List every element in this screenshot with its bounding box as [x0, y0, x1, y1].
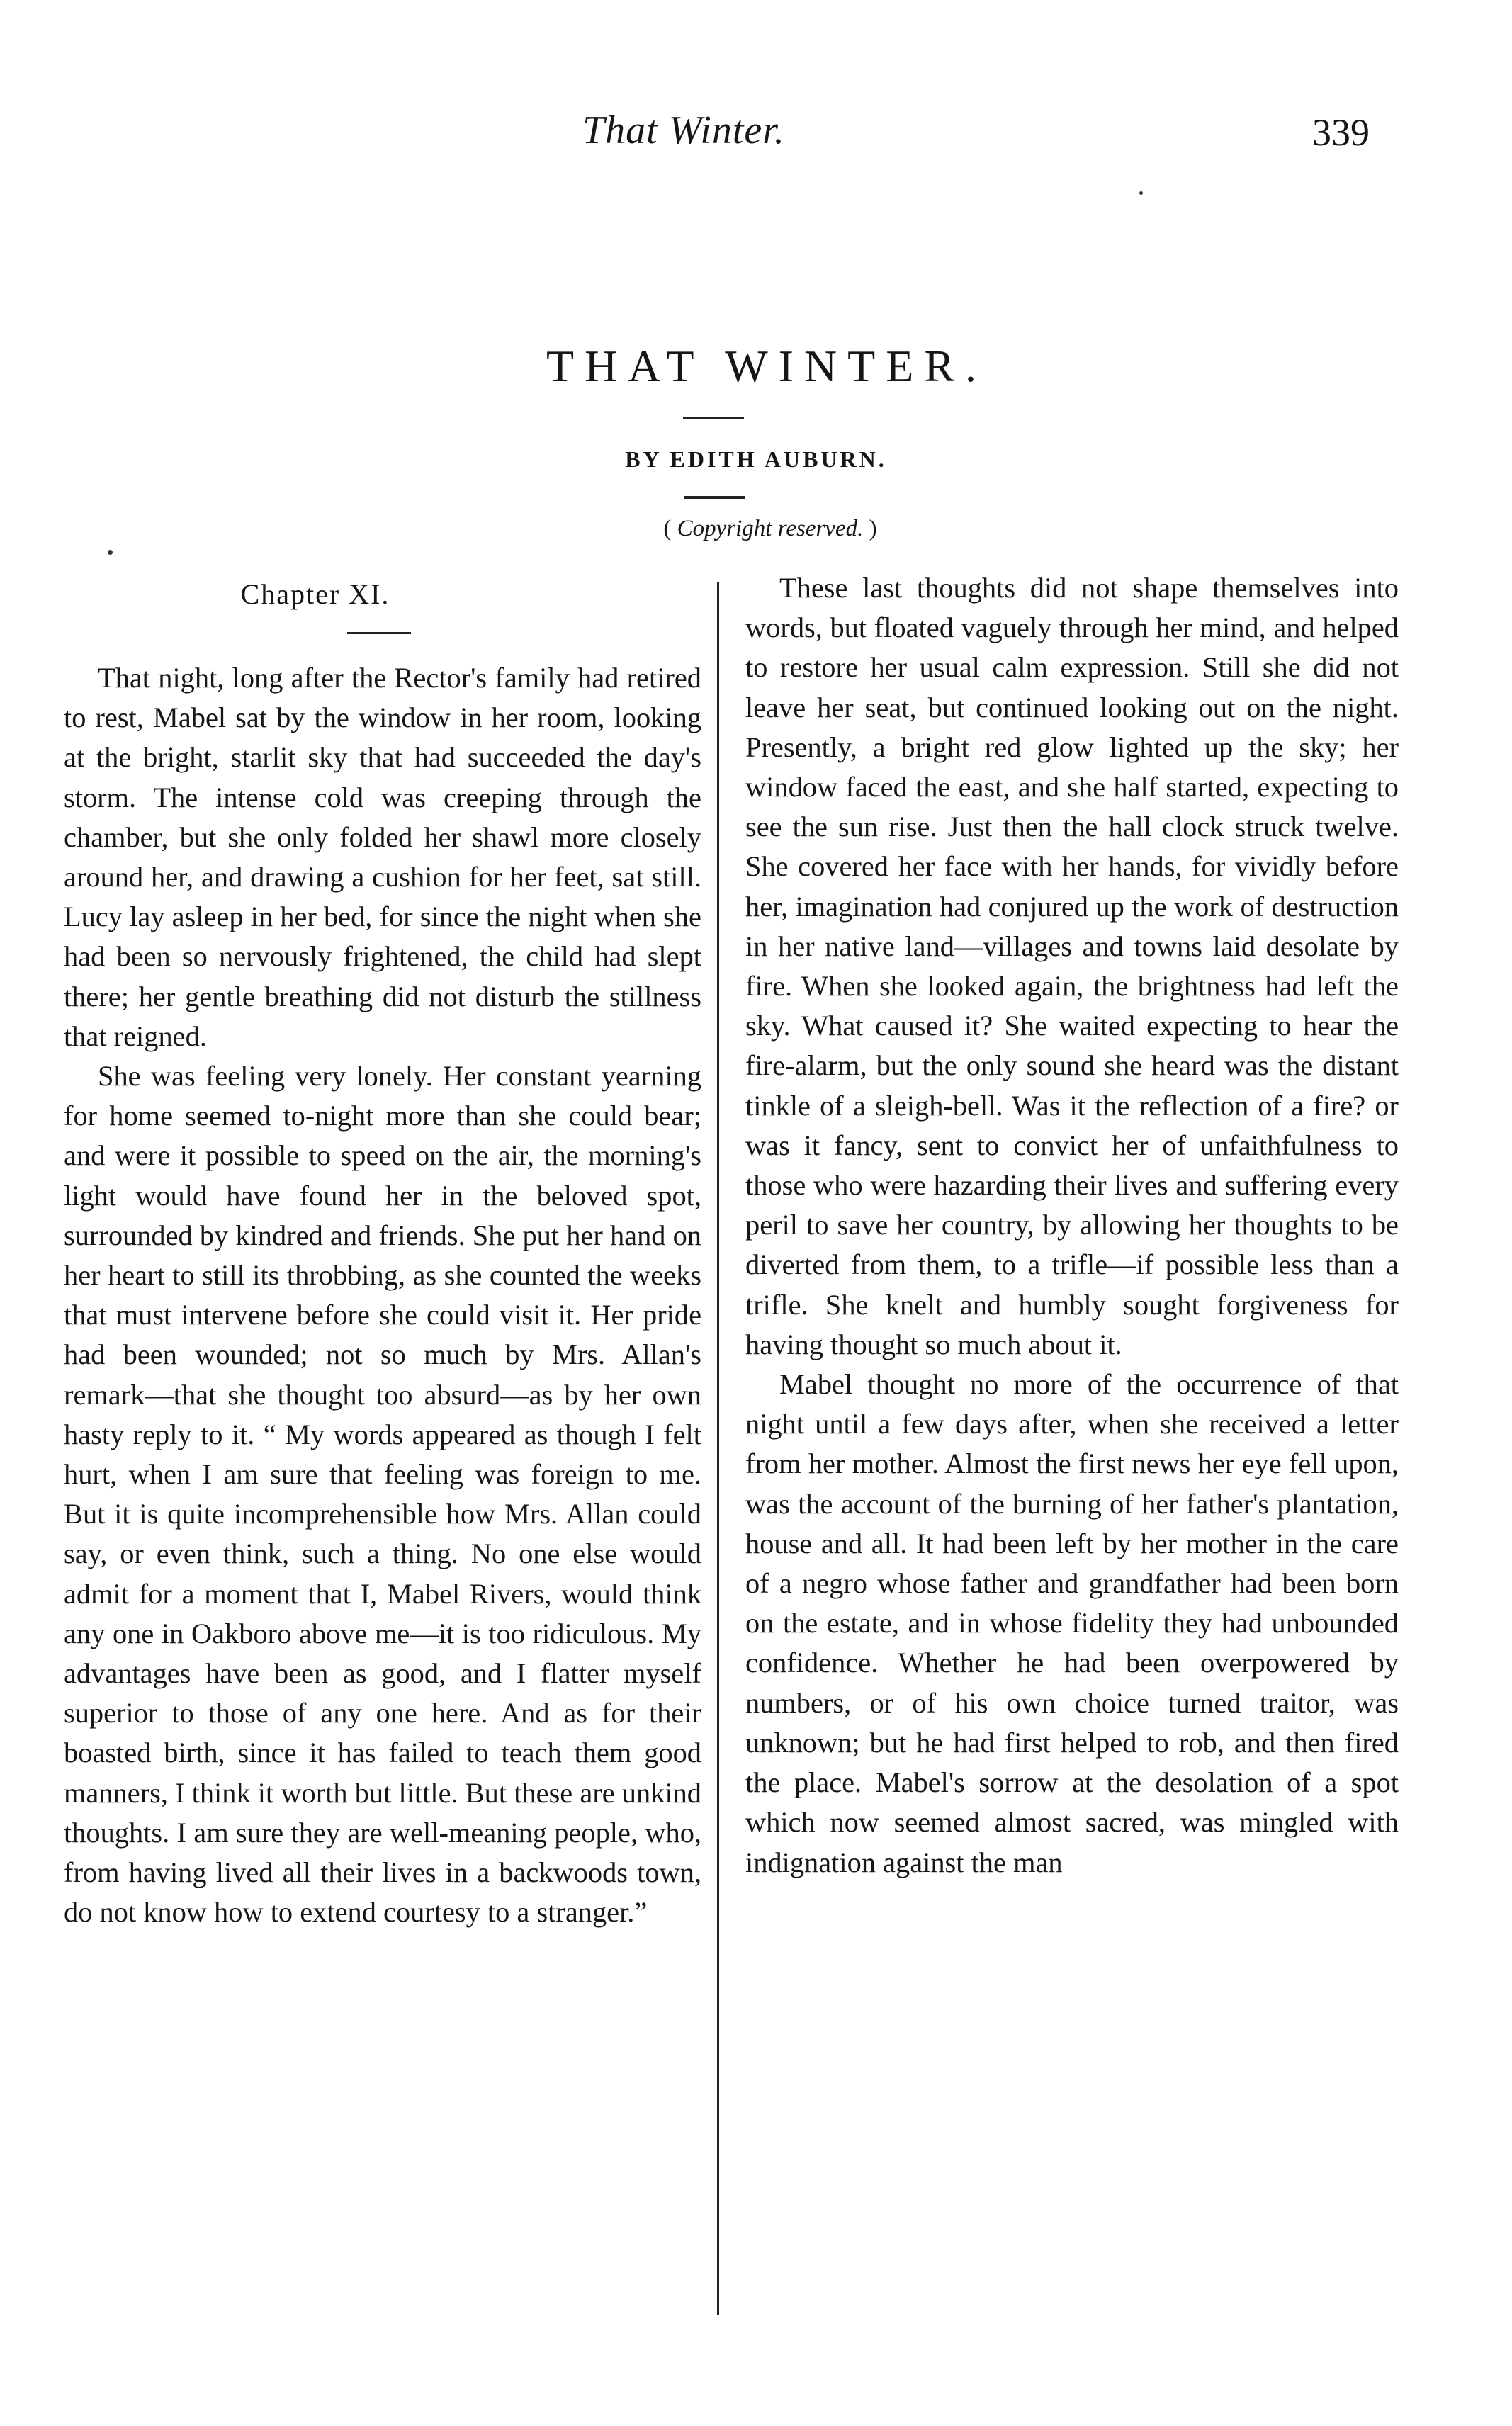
paragraph: That night, long after the Rector's family had retired to rest, Mabel sat by the window in her room, looking at the bright, starlit sky that had succeeded the day's storm. The intense cold was creeping through the chamber, but she only folded her shawl more closely around her, and drawing a cushion for her feet, sat still. Lucy lay asleep in her bed, for since the night when she had been so nervously frightened, the child had slept there; her gentle breathing did not disturb the stillness that reigned.	[64, 662, 701, 1052]
paragraph: Mabel thought no more of the occurrence of that night until a few days after, when she received a letter from her mother. Almost the first news her eye fell upon, was the account of the burning of her father's plantation, house and all. It had been left by her mother in the care of a negro whose father and grandfather had been born on the estate, and in whose fidelity they had unbounded confidence. Whether he had been overpowered by numbers, or of his own choice turned traitor, was unknown; but he had first helped to rob, and then fired the place. Mabel's sorrow at the desolation of a spot which now seemed almost sacred, was mingled with indignation against the man	[745, 1368, 1399, 1878]
copyright-open-paren: (	[663, 516, 672, 541]
article-title: THAT WINTER.	[546, 341, 988, 391]
byline-rule	[684, 496, 745, 499]
running-head	[0, 108, 1512, 171]
ink-speck	[1139, 191, 1143, 195]
chapter-heading: Chapter XI.	[240, 578, 390, 610]
paragraph: She was feeling very lonely. Her constant yearning for home seemed to-night more than she could bear; and were it possible to speed on the air, the morning's light would have found her in the beloved spot, surrounded by kindred and friends. She put her hand on her heart to still its throbbing, as she counted the weeks that must intervene before she could visit it. Her pride had been wounded; not so much by Mrs. Allan's remark—that she thought too absurd—as by her own hasty reply to it. “ My words appeared as though I felt hurt, when I am sure that feeling was foreign to me. But it is quite incomprehensible how Mrs. Allan could say, or even think, such a thing. No one else would admit for a moment that I, Mabel Rivers, would think any one in Oakboro above me—it is too ridiculous. My advantages have been as good, and I flatter myself superior to those of any one here. And as for their boasted birth, since it has failed to teach them good manners, I think it worth but little. But these are unkind thoughts. I am sure they are well-meaning people, who, from having lived all their lives in a backwoods town, do not know how to extend courtesy to a stranger.”	[64, 1060, 701, 1929]
copyright-close-paren: )	[869, 516, 877, 541]
title-rule	[683, 417, 744, 419]
article-byline: BY EDITH AUBURN.	[625, 446, 887, 472]
column-divider	[717, 582, 719, 2315]
left-column	[64, 568, 701, 1933]
paragraph: These last thoughts did not shape themselves into words, but floated vaguely through her mind, and helped to restore her usual calm expression. Still she did not leave her seat, but continued looking out on the night. Presently, a bright red glow lighted up the sky; her window faced the east, and she half started, expecting to see the sun rise. Just then the hall clock struck twelve. She covered her face with her hands, for vividly before her, imagination had conjured up the work of destruction in her native land—villages and towns laid desolate by fire. When she looked again, the brightness had left the sky. What caused it? She waited expecting to hear the fire-alarm, but the only sound she heard was the distant tinkle of a sleigh-bell. Was it the reflection of a fire? or was it fancy, sent to convict her of unfaithfulness to those who were hazarding their lives and suffering every peril to save her country, by allowing her thoughts to be diverted from them, to a trifle—if possible less than a trifle. She knelt and humbly sought forgiveness for having thought so much about it.	[745, 572, 1399, 1360]
ink-speck	[108, 550, 113, 555]
running-title: That Winter.	[582, 108, 785, 152]
page-number: 339	[1312, 111, 1370, 154]
copyright-text: Copyright reserved.	[677, 516, 864, 541]
copyright-notice	[0, 516, 1512, 542]
chapter-rule	[347, 632, 411, 634]
right-column	[745, 568, 1399, 1883]
